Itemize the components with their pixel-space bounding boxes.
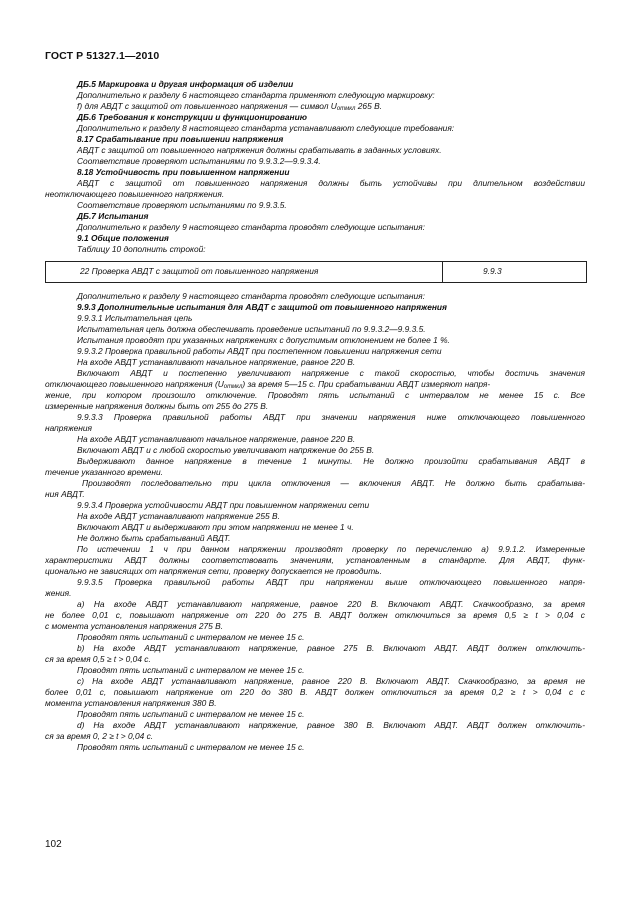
paragraph: АВДТ с защитой от повышенного напряжения должны быть устойчивы при длительном воздействии <box>77 178 585 188</box>
section-heading: 8.17 Срабатывание при повышении напряжения <box>77 134 284 144</box>
section-heading: 9.9.3 Дополнительные испытания для АВДТ с защитой от повышенного напряжения <box>77 302 447 312</box>
paragraph: АВДТ с защитой от повышенного напряжения должны срабатывать в заданных условиях. <box>77 145 442 155</box>
paragraph: Дополнительно к разделу 9 настоящего стандарта проводят следующие испытания: <box>77 291 425 301</box>
table-cell-ref: 9.9.3 <box>483 266 502 276</box>
paragraph: 9.9.3.5 Проверка правильной работы АВДТ при напряжении выше отключающего повышенного напря- <box>77 577 585 587</box>
paragraph: На входе АВДТ устанавливают напряжение 255 В. <box>77 511 280 521</box>
page-number: 102 <box>45 839 62 850</box>
table-cell-test: 22 Проверка АВДТ с защитой от повышенного напряжения <box>46 262 443 282</box>
paragraph: 9.9.3.4 Проверка устойчивости АВДТ при повышенном напряжении сети <box>77 500 370 510</box>
paragraph: 9.9.3.3 Проверка правильной работы АВДТ при значении напряжения ниже отключающего повышенного <box>77 412 585 422</box>
paragraph: а) На входе АВДТ устанавливают напряжение, равное 220 В. Включают АВДТ. Скачкообразно, за время <box>77 599 585 609</box>
paragraph: Включают АВДТ и постепенно увеличивают напряжение с такой скоростью, чтобы достичь значения <box>77 368 585 378</box>
paragraph: f) для АВДТ с защитой от повышенного напряжения — символ $U_{отмкл}$ 265 В. <box>77 101 382 112</box>
paragraph: ся за время 0,5 ≥ t > 0,04 с. <box>45 654 151 664</box>
paragraph: Проводят пять испытаний с интервалом не менее 15 с. <box>77 665 305 675</box>
paragraph: момента установления напряжения 380 В. <box>45 698 217 708</box>
paragraph: жение, при котором произошло отключение. Проводят пять испытаний с интервалом не менее 15 с. Все <box>45 390 585 400</box>
paragraph: На входе АВДТ устанавливают начальное напряжение, равное 220 В. <box>77 357 356 367</box>
paragraph: На входе АВДТ устанавливают начальное напряжение, равное 220 В. <box>77 434 356 444</box>
paragraph: ционально не зависящих от напряжения сети, проверку допускается не проводить. <box>45 566 382 576</box>
paragraph: d) На входе АВДТ устанавливают напряжение, равное 380 В. Включают АВДТ. АВДТ должен отключить- <box>77 720 585 730</box>
paragraph: 9.9.3.1 Испытательная цепь <box>77 313 193 323</box>
paragraph: Производят последовательно три цикла отключения — включения АВДТ. Не должно быть срабатыва- <box>82 478 585 488</box>
paragraph: b) На входе АВДТ устанавливают напряжение, равное 275 В. Включают АВДТ. АВДТ должен отключить- <box>77 643 585 653</box>
paragraph: ся за время 0, 2 ≥ t > 0,04 с. <box>45 731 154 741</box>
paragraph: с) На входе АВДТ устанавливают напряжение, равное 220 В. Включают АВДТ. Скачкообразно, за время не <box>77 676 585 686</box>
paragraph: измеренные напряжения должны быть от 255 до 275 В. <box>45 401 269 411</box>
section-heading: 9.1 Общие положения <box>77 233 169 243</box>
paragraph: По истечении 1 ч при данном напряжении производят проверку по перечислению а) 9.9.1.2. Измеренные <box>77 544 585 554</box>
section-heading: ДБ.5 Маркировка и другая информация об изделии <box>77 79 294 89</box>
paragraph: характеристики АВДТ должны соответствовать значениям, установленным в стандарте. Для АВДТ, функ- <box>45 555 585 565</box>
section-heading: 8.18 Устойчивость при повышенном напряжении <box>77 167 290 177</box>
paragraph: Дополнительно к разделу 9 настоящего стандарта проводят следующие испытания: <box>77 222 425 232</box>
paragraph: Включают АВДТ и выдерживают при этом напряжении не менее 1 ч. <box>77 522 354 532</box>
paragraph: напряжения <box>45 423 92 433</box>
paragraph: ния АВДТ. <box>45 489 85 499</box>
paragraph: Дополнительно к разделу 8 настоящего стандарта устанавливают следующие требования: <box>77 123 455 133</box>
paragraph: Не должно быть срабатываний АВДТ. <box>77 533 231 543</box>
paragraph: Включают АВДТ и с любой скоростью увеличивают напряжение до 255 В. <box>77 445 375 455</box>
table-10-row <box>45 261 587 283</box>
paragraph: Выдерживают данное напряжение в течение 1 минуты. Не должно произойти срабатывания АВДТ в <box>77 456 585 466</box>
paragraph: течение указанного времени. <box>45 467 163 477</box>
paragraph: Проводят пять испытаний с интервалом не менее 15 с. <box>77 742 305 752</box>
document-header: ГОСТ Р 51327.1—2010 <box>45 50 160 62</box>
section-heading: ДБ.6 Требования к конструкции и функционированию <box>77 112 307 122</box>
paragraph: Дополнительно к разделу 6 настоящего стандарта применяют следующую маркировку: <box>77 90 435 100</box>
paragraph: более 0,01 с, повышают напряжение от 220 до 380 В. АВДТ должен отключиться за время 0,2 ≥ t > 0,04 с с <box>45 687 585 697</box>
paragraph: Проводят пять испытаний с интервалом не менее 15 с. <box>77 709 305 719</box>
paragraph: Соответствие проверяют испытаниями по 9.9.3.2—9.9.3.4. <box>77 156 321 166</box>
paragraph: Соответствие проверяют испытаниями по 9.9.3.5. <box>77 200 287 210</box>
paragraph: Испытательная цепь должна обеспечивать проведение испытаний по 9.9.3.2—9.9.3.5. <box>77 324 426 334</box>
document-body <box>45 79 585 753</box>
paragraph: Испытания проводят при указанных напряжениях с допустимым отклонением не более 1 %. <box>77 335 450 345</box>
paragraph: неотключающего повышенного напряжения. <box>45 189 225 199</box>
paragraph: Проводят пять испытаний с интервалом не менее 15 с. <box>77 632 305 642</box>
paragraph: 9.9.3.2 Проверка правильной работы АВДТ при постепенном повышении напряжения сети <box>77 346 442 356</box>
paragraph: отключающего повышенного напряжения $(U_{отмкл})$ за время 5—15 с. При срабатывании АВДТ измеряют напря- <box>45 379 491 390</box>
section-heading: ДБ.7 Испытания <box>77 211 149 221</box>
paragraph: не более 0,01 с, повышают напряжение от 220 до 275 В. АВДТ должен отключиться за время 0,5 ≥ t > 0,04 с <box>45 610 585 620</box>
paragraph: с момента установления напряжения 275 В. <box>45 621 224 631</box>
paragraph: Таблицу 10 дополнить строкой: <box>77 244 206 254</box>
paragraph: жения. <box>45 588 72 598</box>
